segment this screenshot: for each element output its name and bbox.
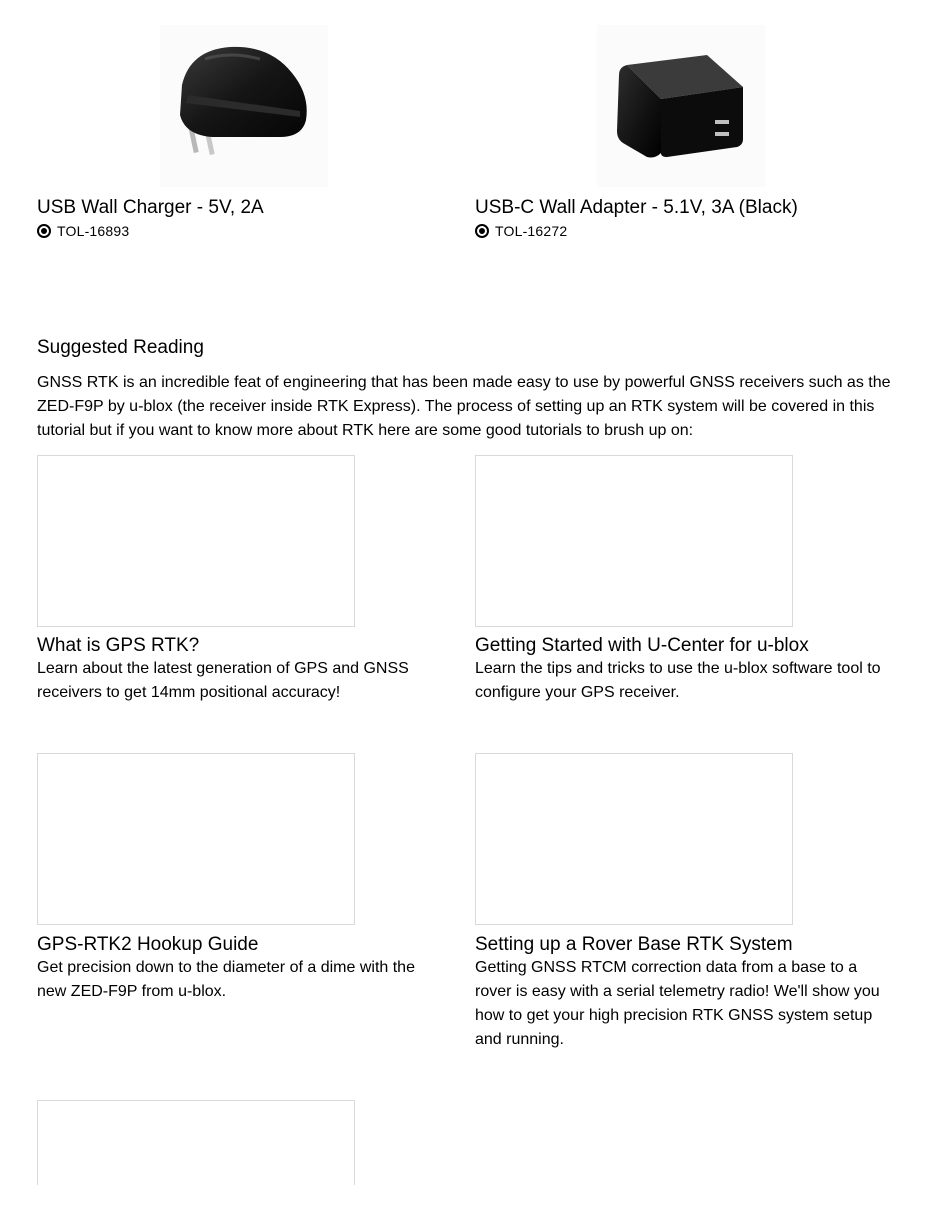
- sku-label: TOL-16272: [495, 223, 568, 239]
- tutorial-description: Getting GNSS RTCM correction data from a base to a rover is easy with a serial telemetry radio! We'll show you how to get your high precision RTK GNSS system setup and running.: [475, 959, 880, 1048]
- sku-label: TOL-16893: [57, 223, 130, 239]
- usb-wall-charger-icon: [160, 25, 328, 187]
- tutorial-thumbnail[interactable]: [37, 455, 355, 627]
- usb-c-wall-adapter-icon: [597, 25, 765, 187]
- intro-paragraph: GNSS RTK is an incredible feat of engineering that has been made easy to use by powerful GNSS receivers such as the ZED-F9P by u-blox (the receiver inside RTK Express). The process of setting up an RTK system will be covered in this tutorial but if you want to know more about RTK here are some good tutorials to brush up on:: [37, 374, 891, 439]
- tutorial-description: Learn the tips and tricks to use the u-blox software tool to configure your GPS receiver.: [475, 660, 881, 701]
- tutorial-title[interactable]: What is GPS RTK?: [37, 635, 200, 656]
- usb-c-wall-adapter-image[interactable]: [597, 25, 765, 187]
- tutorial-thumbnail[interactable]: [37, 1100, 355, 1185]
- tutorial-description: Get precision down to the diameter of a dime with the new ZED-F9P from u-blox.: [37, 959, 415, 1000]
- tutorial-thumbnail[interactable]: [37, 753, 355, 925]
- tutorial-title[interactable]: Setting up a Rover Base RTK System: [475, 934, 793, 955]
- usb-wall-charger-image[interactable]: [160, 25, 328, 187]
- tutorial-title[interactable]: Getting Started with U-Center for u-blox: [475, 635, 809, 656]
- radio-selected-icon[interactable]: [37, 224, 51, 238]
- tutorial-thumbnail[interactable]: [475, 455, 793, 627]
- product-sku: [475, 223, 567, 239]
- tutorial-thumbnail[interactable]: [475, 753, 793, 925]
- product-title[interactable]: USB Wall Charger - 5V, 2A: [37, 197, 264, 218]
- tutorial-description: Learn about the latest generation of GPS and GNSS receivers to get 14mm positional accuracy!: [37, 660, 409, 701]
- tutorial-title[interactable]: GPS-RTK2 Hookup Guide: [37, 934, 259, 955]
- product-sku: [37, 223, 129, 239]
- radio-selected-icon[interactable]: [475, 224, 489, 238]
- section-heading: Suggested Reading: [37, 337, 204, 358]
- product-title[interactable]: USB-C Wall Adapter - 5.1V, 3A (Black): [475, 197, 798, 218]
